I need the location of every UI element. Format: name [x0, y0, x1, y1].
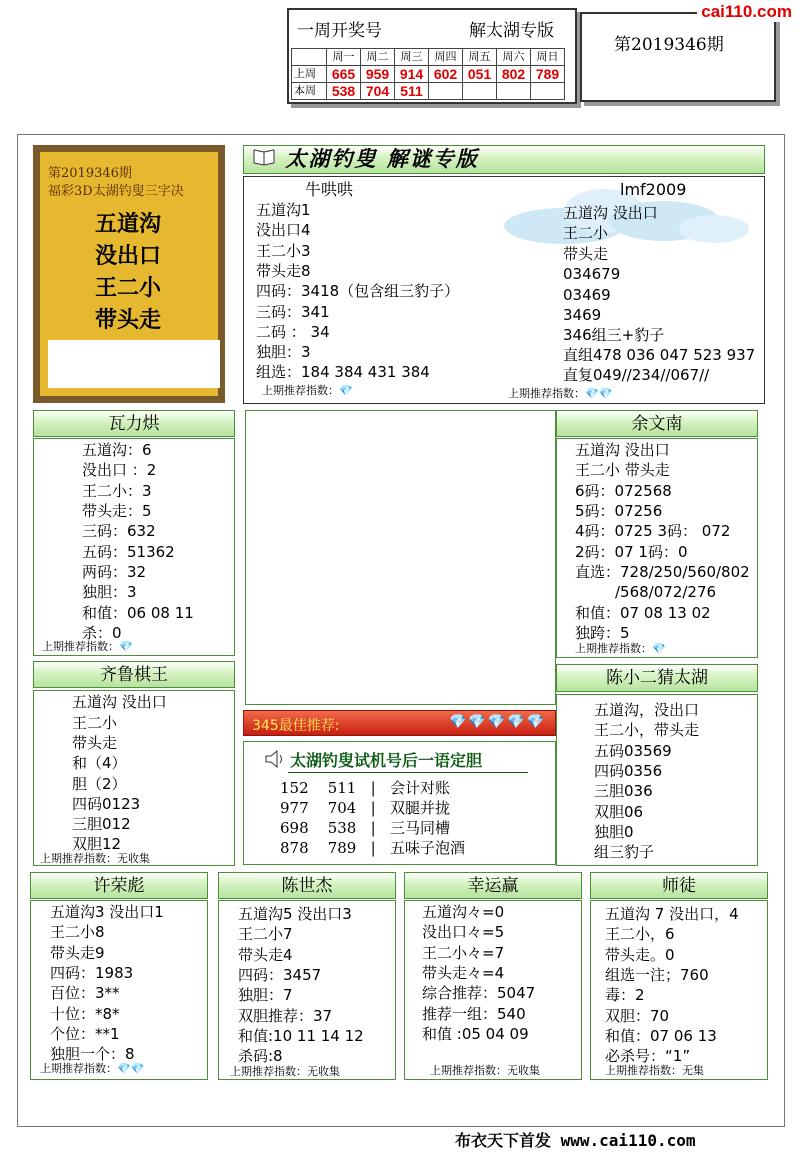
pred-line: 王二小3	[256, 242, 311, 260]
banner-title: 太湖钓叟 解谜专版	[285, 146, 479, 171]
pred-line: 双胆：70	[605, 1007, 670, 1025]
pred-line: 综合推荐：5047	[422, 984, 536, 1002]
pred-line: 带头走	[72, 734, 118, 752]
banner	[243, 145, 765, 174]
pred-line: 带头走々=4	[422, 964, 505, 982]
trial-row: 152 511 | 会计对账	[280, 779, 451, 797]
pred-line: 个位：**1	[50, 1025, 120, 1043]
pred-line: 王二小，6	[605, 925, 675, 943]
pred-line: 带头走9	[50, 944, 105, 962]
pred-line: 组选：184 384 431 384	[256, 363, 430, 381]
pred-line: 王二小，带头走	[594, 721, 700, 739]
pred-line: 三胆012	[72, 815, 131, 833]
pred-line: 五道沟 没出口	[563, 204, 658, 222]
pred-line: 组选一注；760	[605, 966, 709, 984]
pred-line: 五道沟：6	[82, 441, 152, 459]
intro-blank-area	[48, 340, 220, 388]
pred-line: 五道沟 没出口	[72, 693, 167, 711]
pred-line: 二码 ： 34	[256, 323, 330, 341]
trial-title: 太湖钓叟试机号后一语定胆	[290, 751, 483, 770]
pred-line: 带头走4	[238, 946, 293, 964]
pred-line: 和值：07 08 13 02	[575, 604, 711, 622]
pred-line: 王二小7	[238, 925, 293, 943]
site-logo[interactable]: cai110.com	[697, 2, 796, 22]
pred-line: 直复049//234//067//	[563, 366, 710, 384]
divider	[288, 772, 528, 773]
pred-line: 直选：728/250/560/802	[575, 563, 750, 581]
book-icon	[252, 146, 280, 174]
pred-line: 03469	[563, 286, 611, 304]
pred-line: 五道沟3 没出口1	[50, 903, 164, 921]
weekly-title: 一周开奖号	[297, 21, 382, 41]
pred-line: 和值 :05 04 09	[422, 1025, 529, 1043]
day-header: 周五	[463, 49, 497, 66]
pred-line: 三码：341	[256, 303, 330, 321]
pred-line: 四码：1983	[50, 964, 134, 982]
draw-number: 538	[327, 83, 361, 100]
pred-line: 五码03569	[594, 742, 672, 760]
day-header: 周六	[497, 49, 531, 66]
pred-line: 四码：3457	[238, 966, 322, 984]
pred-line: 独胆：3	[256, 343, 311, 361]
pred-line: 五道沟 7 没出口，4	[605, 905, 739, 923]
pred-line: 两码：32	[82, 563, 147, 581]
pred-line: 和值：07 06 13	[605, 1027, 717, 1045]
pred-line: 5码：07256	[575, 502, 663, 520]
pred-line: 王二小々=7	[422, 944, 505, 962]
draw-number: 802	[497, 66, 531, 83]
intro-line: 五道沟	[95, 211, 162, 237]
speaker-icon	[264, 750, 286, 772]
pred-line: 双胆推荐：37	[238, 1007, 333, 1025]
pred-line: 034679	[563, 265, 621, 283]
draw-number	[531, 83, 565, 100]
weekly-draw-table	[291, 48, 565, 100]
rating-footer: 上期推荐指数：💎💎	[40, 1062, 145, 1075]
pred-line: 王二小	[563, 224, 609, 242]
pred-line: /568/072/276	[615, 583, 717, 601]
rating-footer: 上期推荐指数：💎	[262, 384, 353, 397]
pred-line: 独胆：3	[82, 583, 137, 601]
pred-line: 没出口4	[256, 221, 311, 239]
pred-line: 王二小 带头走	[575, 461, 670, 479]
row-label-last-week: 上周	[292, 66, 327, 83]
pred-line: 毒：2	[605, 986, 645, 1004]
edition-title: 解太湖专版	[469, 21, 554, 41]
draw-number: 704	[361, 83, 395, 100]
rating-footer: 上期推荐指数：无收集	[430, 1064, 540, 1077]
pred-line: 和（4）	[72, 754, 127, 772]
pred-line: 杀：0	[82, 624, 122, 642]
intro-subtitle: 福彩3D太湖钓叟三字决	[48, 184, 184, 199]
pred-line: 胆（2）	[72, 775, 127, 793]
section-header: 师徒	[590, 872, 768, 899]
diamond-icon: 💎	[339, 384, 353, 397]
intro-line: 王二小	[95, 275, 162, 301]
pred-line: 带头走。0	[605, 946, 675, 964]
section-header: 陈世杰	[218, 872, 396, 899]
draw-number: 789	[531, 66, 565, 83]
trial-row: 977 704 | 双腿并拢	[280, 799, 451, 817]
pred-line: 和值:10 11 14 12	[238, 1027, 364, 1045]
intro-line: 带头走	[95, 307, 162, 333]
expert-name: 牛哄哄	[305, 180, 354, 199]
day-header: 周一	[327, 49, 361, 66]
trial-row: 698 538 | 三马同槽	[280, 819, 451, 837]
rating-footer: 上期推荐指数：无收集	[40, 852, 150, 865]
diamond-icon: 💎💎	[117, 1062, 145, 1075]
qiluqiwang-panel	[33, 690, 235, 866]
day-header: 周二	[361, 49, 395, 66]
trial-row: 878 789 | 五味子泡酒	[280, 839, 466, 857]
draw-number: 602	[429, 66, 463, 83]
pred-line: 独跨：5	[575, 624, 630, 642]
pred-line: 6码：072568	[575, 482, 672, 500]
diamond-icon: 💎	[119, 640, 133, 653]
pred-line: 独胆0	[594, 823, 634, 841]
draw-number: 959	[361, 66, 395, 83]
pred-line: 推荐一组：540	[422, 1005, 526, 1023]
draw-number: 511	[395, 83, 429, 100]
diamond-icon: 💎	[652, 642, 666, 655]
pred-line: 双胆12	[72, 835, 122, 853]
draw-number	[497, 83, 531, 100]
section-header: 陈小二猜太湖	[556, 664, 758, 692]
diamond-icon: 💎💎💎💎💎	[449, 714, 547, 730]
rating-footer: 上期推荐指数：无收集	[230, 1065, 340, 1078]
rating-footer: 上期推荐指数：无集	[605, 1064, 704, 1077]
pred-line: 五道沟1	[256, 201, 311, 219]
draw-number: 914	[395, 66, 429, 83]
pred-line: 和值：06 08 11	[82, 604, 194, 622]
pred-line: 三码：632	[82, 522, 156, 540]
draw-number	[463, 83, 497, 100]
pred-line: 2码：07 1码：0	[575, 543, 688, 561]
pred-line: 四码：3418（包含组三豹子）	[256, 282, 460, 300]
section-header: 余文南	[556, 410, 758, 437]
pred-line: 双胆06	[594, 803, 644, 821]
pred-line: 杀码:8	[238, 1047, 283, 1065]
day-header: 周三	[395, 49, 429, 66]
pred-line: 没出口 ：2	[82, 461, 157, 479]
draw-number: 051	[463, 66, 497, 83]
pred-line: 五道沟，没出口	[594, 701, 700, 719]
pred-line: 四码0123	[72, 795, 141, 813]
intro-line: 没出口	[95, 243, 162, 269]
section-header: 许荣彪	[30, 872, 208, 899]
pred-line: 王二小：3	[82, 482, 152, 500]
pred-line: 五码：51362	[82, 543, 175, 561]
pred-line: 独胆：7	[238, 986, 293, 1004]
pred-line: 五道沟々=0	[422, 903, 505, 921]
section-header: 幸运赢	[404, 872, 582, 899]
pred-line: 三胆036	[594, 782, 653, 800]
draw-number	[429, 83, 463, 100]
pred-line: 十位：*8*	[50, 1005, 120, 1023]
pred-line: 直组478 036 047 523 937	[563, 346, 756, 364]
rating-footer: 上期推荐指数：💎	[42, 640, 133, 653]
pred-line: 王二小	[72, 714, 118, 732]
pred-line: 组三豹子	[594, 843, 655, 861]
weekly-draw-box	[287, 8, 577, 104]
pred-line: 独胆一个：8	[50, 1045, 135, 1063]
day-header: 周四	[429, 49, 463, 66]
section-header: 齐鲁棋王	[33, 661, 235, 688]
pred-line: 带头走：5	[82, 502, 152, 520]
issue-box	[580, 12, 776, 102]
draw-number: 665	[327, 66, 361, 83]
best-label: 345最佳推荐:	[252, 718, 340, 734]
table-corner	[292, 49, 327, 66]
row-label-this-week: 本周	[292, 83, 327, 100]
day-header: 周日	[531, 49, 565, 66]
rating-footer: 上期推荐指数：💎	[575, 642, 666, 655]
pred-line: 没出口々=5	[422, 923, 505, 941]
section-header: 瓦力烘	[33, 410, 235, 437]
pred-line: 五道沟 没出口	[575, 441, 670, 459]
pred-line: 3469	[563, 306, 602, 324]
pred-line: 带头走	[563, 245, 609, 263]
expert-name: lmf2009	[620, 180, 687, 199]
pred-line: 346组三+豹子	[563, 326, 665, 344]
pred-line: 百位：3**	[50, 984, 120, 1002]
pred-line: 必杀号：“1”	[605, 1047, 691, 1065]
pred-line: 五道沟5 没出口3	[238, 905, 352, 923]
footer-slogan[interactable]: 布衣天下首发 www.cai110.com	[455, 1131, 696, 1150]
best-recommend-bar	[243, 710, 556, 736]
pred-line: 带头走8	[256, 262, 311, 280]
pred-line: 王二小8	[50, 923, 105, 941]
intro-issue: 第2019346期	[48, 166, 132, 181]
pred-line: 4码：0725 3码： 072	[575, 522, 731, 540]
rating-footer: 上期推荐指数：💎💎	[508, 387, 613, 400]
diamond-icon: 💎💎	[585, 387, 613, 400]
blank-center-panel	[245, 410, 556, 705]
issue-number: 第2019346期	[614, 35, 724, 55]
pred-line: 四码0356	[594, 762, 663, 780]
